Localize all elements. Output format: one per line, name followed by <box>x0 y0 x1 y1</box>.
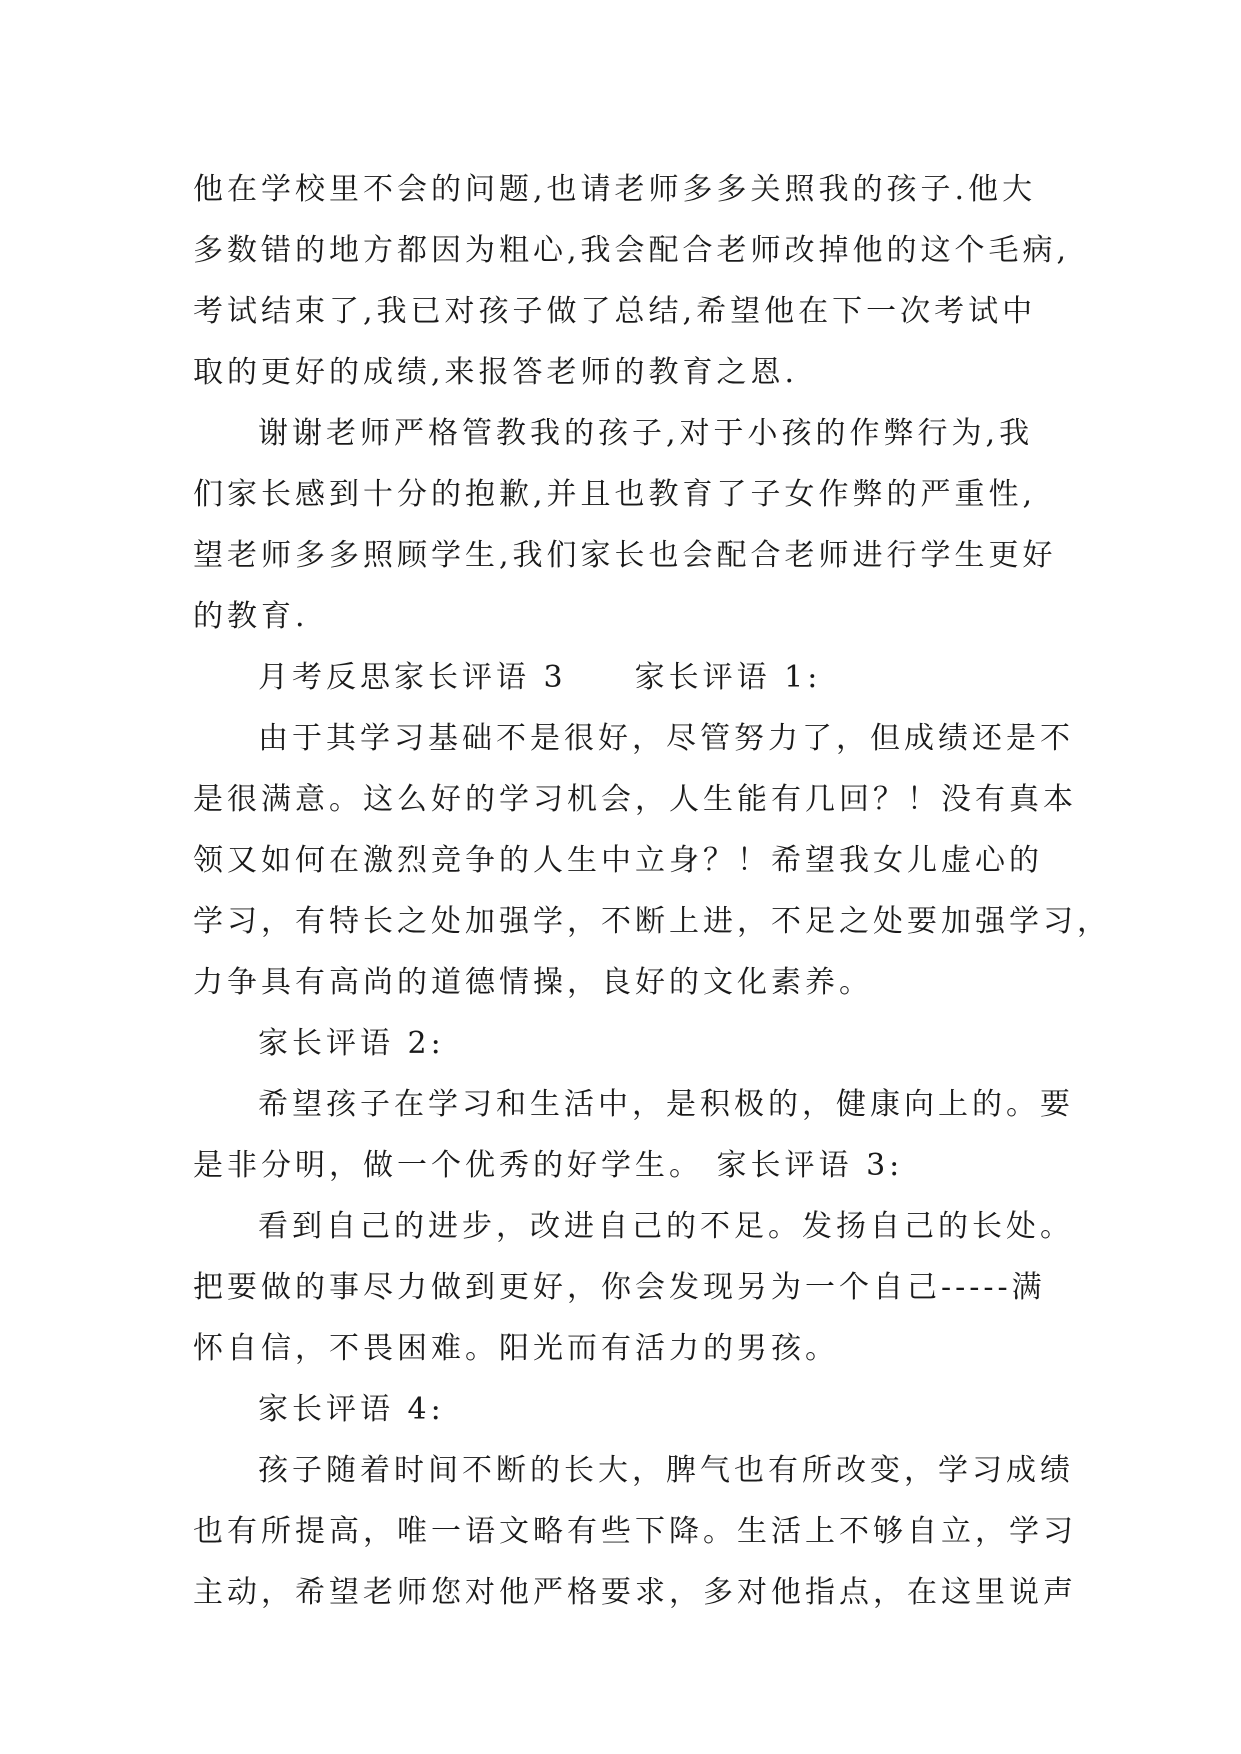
section-heading: 家长评语 2: <box>258 1026 445 1061</box>
text-line: 多数错的地方都因为粗心,我会配合老师改掉他的这个毛病, <box>193 233 1071 268</box>
text-line: 谢谢老师严格管教我的孩子,对于小孩的作弊行为,我 <box>258 416 1034 451</box>
text-line: 也有所提高，唯一语文略有些下降。生活上不够自立，学习 <box>193 1514 1077 1549</box>
text-line: 望老师多多照顾学生,我们家长也会配合老师进行学生更好 <box>193 538 1057 573</box>
section-heading: 月考反思家长评语 3 家长评语 1: <box>258 660 822 695</box>
text-line: 考试结束了,我已对孩子做了总结,希望他在下一次考试中 <box>193 294 1037 329</box>
text-line: 是非分明，做一个优秀的好学生。 家长评语 3: <box>193 1148 904 1183</box>
text-line: 孩子随着时间不断的长大，脾气也有所改变，学习成绩 <box>258 1453 1074 1488</box>
text-line: 他在学校里不会的问题,也请老师多多关照我的孩子.他大 <box>193 172 1037 207</box>
section-heading: 家长评语 4: <box>258 1392 445 1427</box>
text-line: 主动，希望老师您对他严格要求，多对他指点，在这里说声 <box>193 1575 1077 1610</box>
text-line: 看到自己的进步，改进自己的不足。发扬自己的长处。 <box>258 1209 1074 1244</box>
text-line: 希望孩子在学习和生活中，是积极的，健康向上的。要 <box>258 1087 1074 1122</box>
text-line: 怀自信，不畏困难。阳光而有活力的男孩。 <box>193 1331 839 1366</box>
text-line: 把要做的事尽力做到更好，你会发现另为一个自己-----满 <box>193 1270 1046 1305</box>
text-line: 取的更好的成绩,来报答老师的教育之恩. <box>193 355 799 390</box>
text-line: 领又如何在激烈竞争的人生中立身？！希望我女儿虚心的 <box>193 843 1043 878</box>
text-line: 们家长感到十分的抱歉,并且也教育了子女作弊的严重性, <box>193 477 1037 512</box>
text-line: 学习，有特长之处加强学，不断上进，不足之处要加强学习， <box>193 904 1111 939</box>
text-line: 的教育. <box>193 599 309 634</box>
text-line: 是很满意。这么好的学习机会，人生能有几回？！没有真本 <box>193 782 1077 817</box>
text-line: 力争具有高尚的道德情操，良好的文化素养。 <box>193 965 873 1000</box>
text-line: 由于其学习基础不是很好，尽管努力了，但成绩还是不 <box>258 721 1074 756</box>
